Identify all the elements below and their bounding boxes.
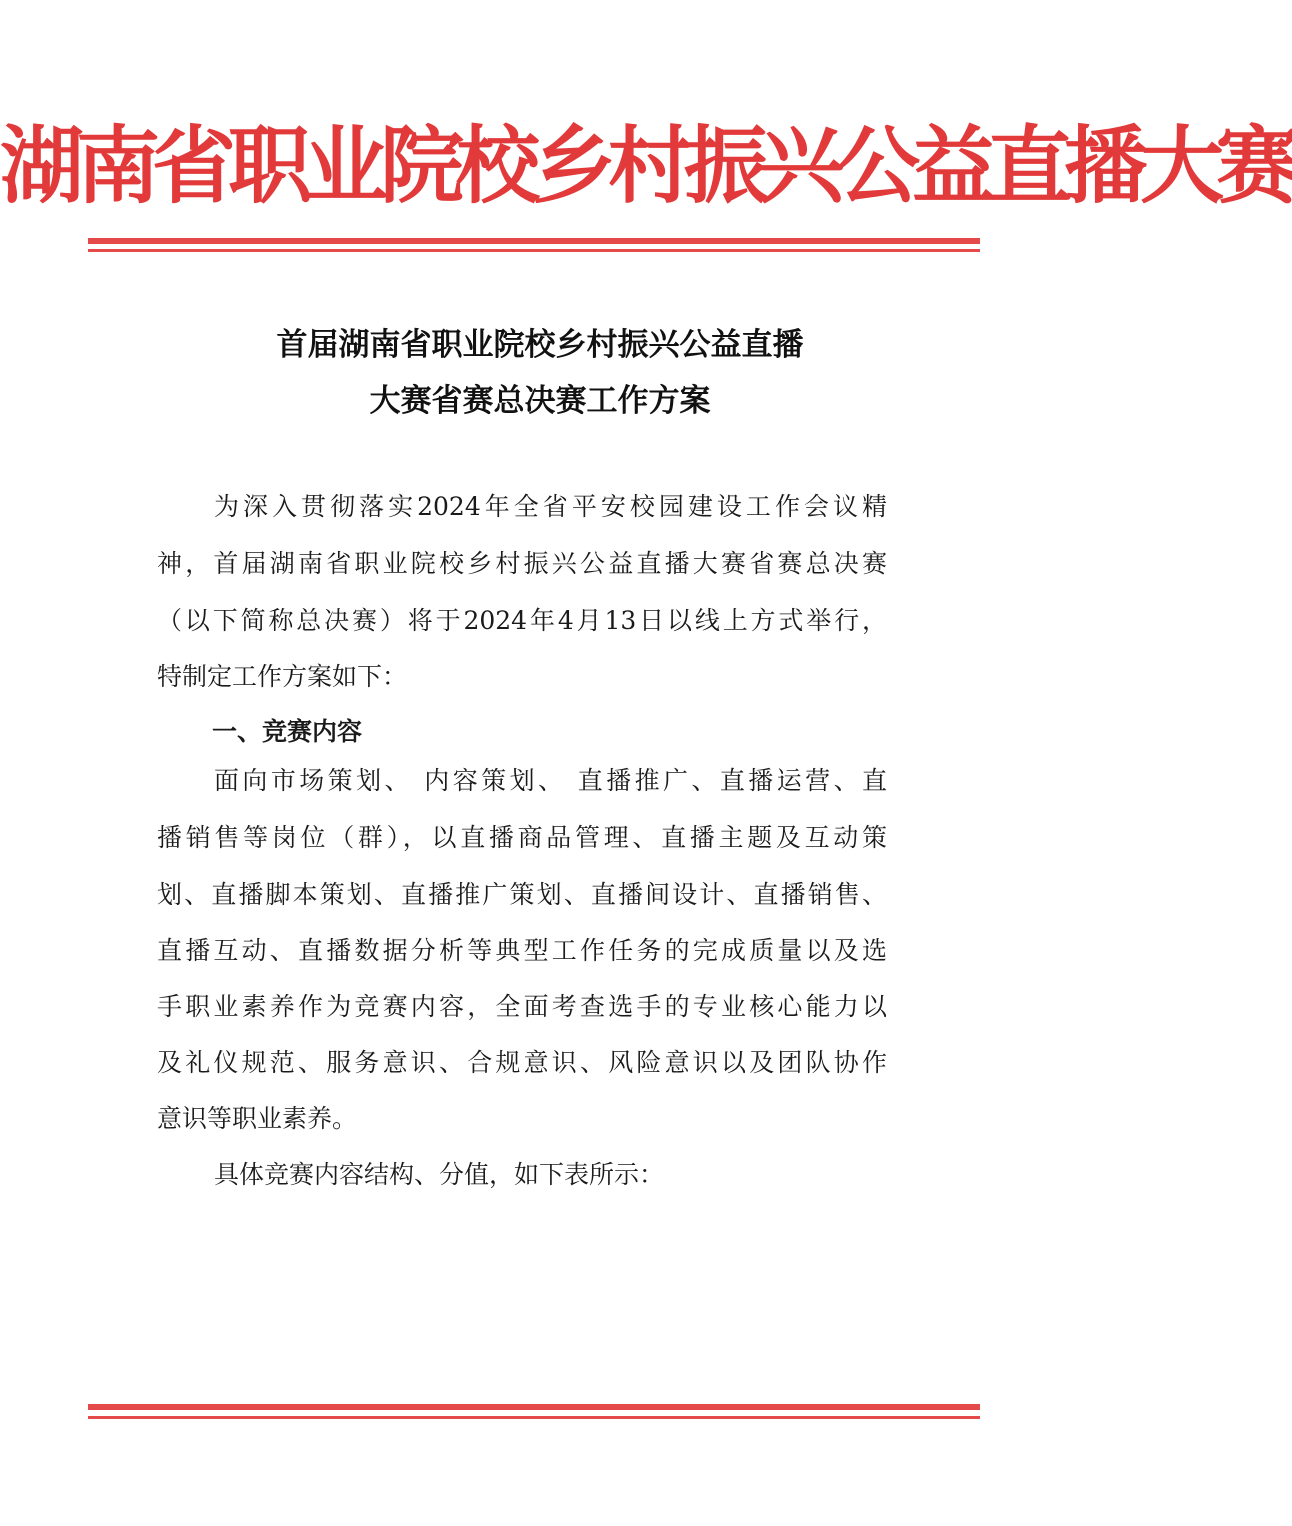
footer-rule-thin (88, 1416, 980, 1419)
letterhead-title: 湖南省职业院校乡村振兴公益直播大赛 (0, 117, 1292, 215)
table-intro: 具体竞赛内容结构、分值，如下表所示： (214, 1160, 665, 1189)
section-heading-1: 一、竞赛内容 (212, 717, 363, 746)
section1-line-7: 意识等职业素养。 (157, 1104, 358, 1133)
intro-line-4: 特制定工作方案如下： (157, 662, 408, 691)
section1-line-5: 手职业素养作为竞赛内容，全面考查选手的专业核心能力以 (157, 992, 887, 1021)
letterhead-rule-thick (88, 238, 980, 244)
footer-rule-thick (88, 1404, 980, 1410)
section1-line-3: 划、直播脚本策划、直播推广策划、直播间设计、直播销售、 (157, 880, 887, 909)
section1-line-4: 直播互动、直播数据分析等典型工作任务的完成质量以及选 (157, 936, 887, 965)
section1-line-1: 面向市场策划、 内容策划、 直播推广、直播运营、直 (214, 766, 887, 795)
document-title-line-2: 大赛省赛总决赛工作方案 (369, 383, 711, 419)
intro-line-1: 为深入贯彻落实2024年全省平安校园建设工作会议精 (214, 492, 887, 521)
section1-line-6: 及礼仪规范、服务意识、合规意识、风险意识以及团队协作 (157, 1048, 887, 1077)
intro-line-2: 神，首届湖南省职业院校乡村振兴公益直播大赛省赛总决赛 (157, 549, 887, 578)
intro-line-3: （以下简称总决赛）将于2024年4月13日以线上方式举行， (157, 606, 887, 635)
section1-line-2: 播销售等岗位（群），以直播商品管理、直播主题及互动策 (157, 823, 887, 852)
letterhead-rule-thin (88, 249, 980, 252)
document-title-line-1: 首届湖南省职业院校乡村振兴公益直播 (276, 327, 804, 363)
